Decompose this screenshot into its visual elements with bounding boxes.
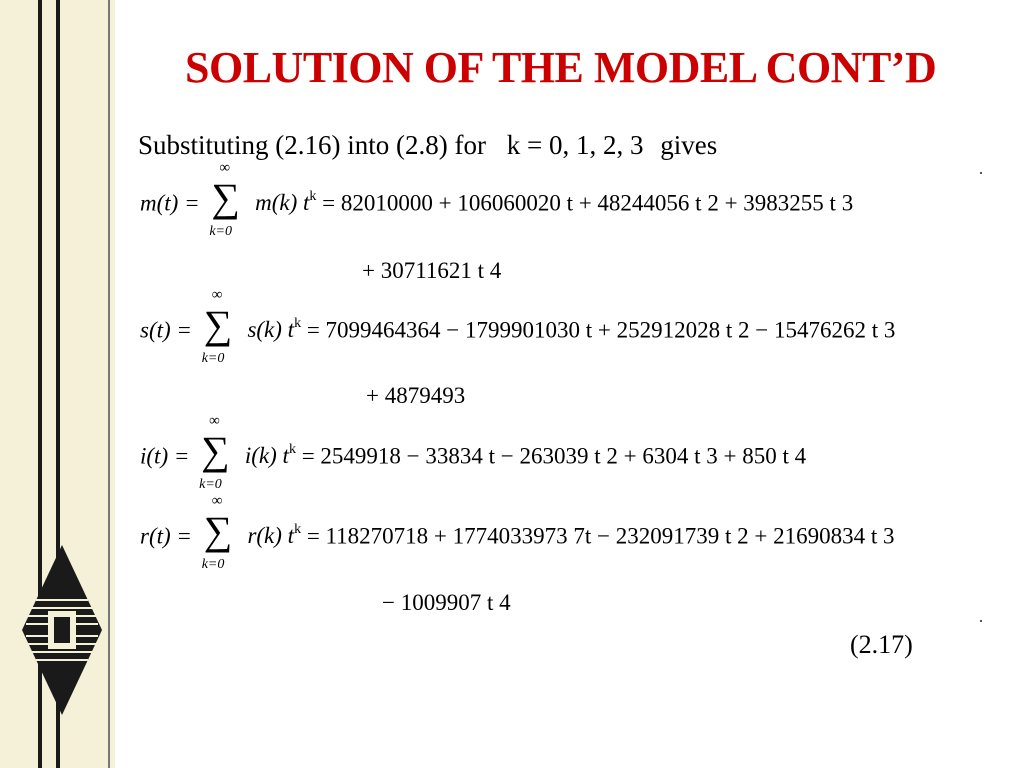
summation-symbol: ∞ ∑ k=0 — [209, 160, 240, 239]
summand: m(k) $t^k$ — [255, 189, 317, 216]
intro-text: Substituting (2.16) into (2.8) for — [138, 130, 486, 160]
stray-mark — [980, 620, 982, 622]
summand: s(k) $t^k$ — [247, 316, 302, 343]
equation-rhs-tail: 2 + 6304 t 3 + 850 t 4 — [606, 443, 807, 469]
equation-number: (2.17) — [850, 630, 913, 659]
equation-rhs-tail: 2 + 3983255 t 3 — [707, 190, 854, 216]
equation-s-continuation: + 4879493 — [366, 383, 466, 408]
equation-rhs-tail: 2 − 15476262 t 3 — [738, 317, 896, 343]
k-values: k = 0, 1, 2, 3 — [506, 130, 644, 160]
summation-symbol: ∞ ∑ k=0 — [199, 413, 230, 492]
stray-mark — [980, 172, 982, 174]
equation-m-continuation: + 30711621 t 4 — [362, 258, 502, 283]
equation-r-continuation: − 1009907 t 4 — [382, 590, 511, 615]
summation-symbol: ∞ ∑ k=0 — [201, 287, 233, 366]
summation-symbol: ∞ ∑ k=0 — [201, 493, 233, 572]
equation-lhs: i(t) = — [140, 443, 190, 469]
equation-lhs: m(t) = — [140, 190, 200, 216]
summand: r(k) $t^k$ — [247, 522, 302, 549]
diamond-emblem-icon — [22, 545, 102, 715]
equation-lhs: s(t) = — [140, 317, 192, 343]
equation-rhs: = 2549918 − 33834 t − 263039 t — [301, 443, 601, 469]
intro-sentence — [138, 130, 717, 161]
page-title: SOLUTION OF THE MODEL CONT’D — [185, 43, 937, 92]
equation-r — [140, 493, 895, 572]
equation-s — [140, 287, 896, 366]
equation-rhs: = 82010000 + 106060020 t + 48244056 t — [322, 190, 702, 216]
equation-rhs: = 7099464364 − 1799901030 t + 252912028 t — [306, 317, 733, 343]
summand: i(k) $t^k$ — [244, 442, 296, 469]
equation-i — [140, 413, 807, 492]
intro-suffix: gives — [660, 130, 718, 160]
equation-lhs: r(t) = — [140, 523, 192, 549]
equation-m — [140, 160, 854, 239]
equation-rhs-tail: 2 + 21690834 t 3 — [737, 523, 895, 549]
band-line-right — [108, 0, 110, 768]
equation-rhs: = 118270718 + 1774033973 7t − 232091739 t — [306, 523, 732, 549]
